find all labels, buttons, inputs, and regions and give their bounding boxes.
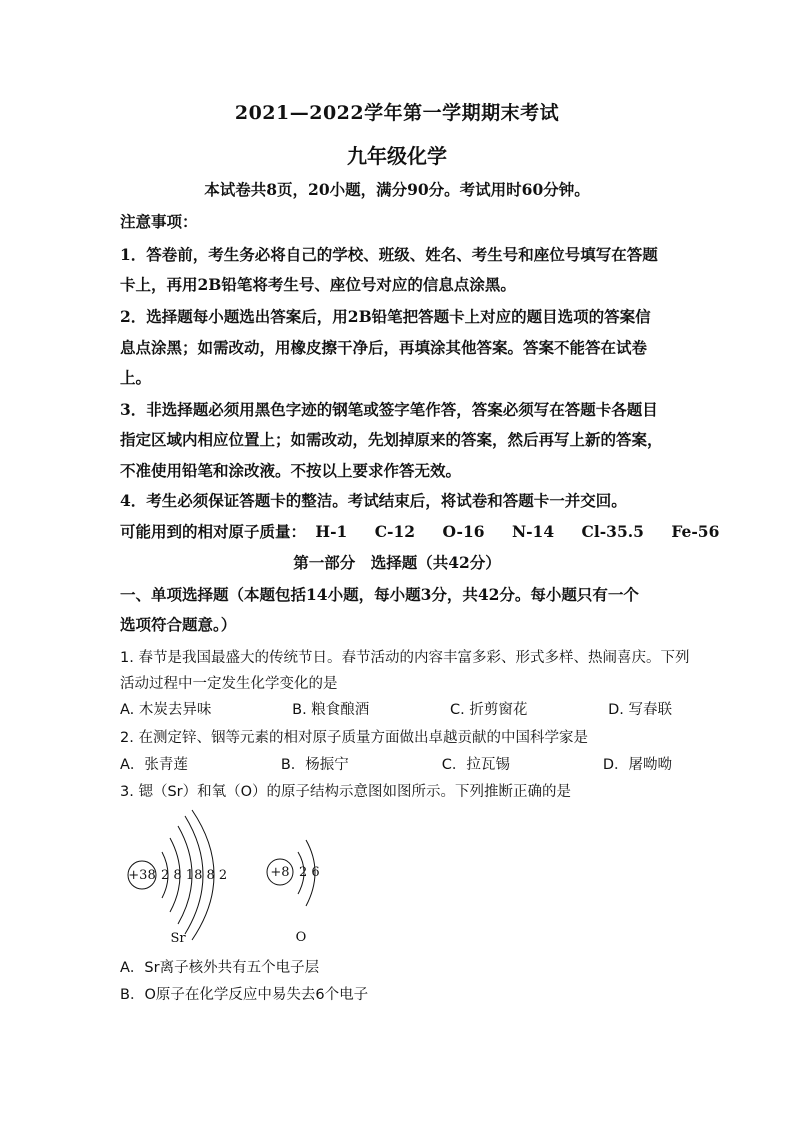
question-1-stem: 1. 春节是我国最盛大的传统节日。春节活动的内容丰富多彩、形式多样、热闹喜庆。下列	[120, 650, 690, 666]
atomic-mass-line	[120, 520, 741, 542]
atomic-mass-item: Cl-35.5	[581, 522, 644, 541]
notice-line: 不准使用铅笔和涂改液。不按以上要求作答无效。	[120, 461, 462, 480]
option-b[interactable]: B．杨振宁	[280, 757, 349, 773]
sr-electron-config: 2 8 18 8 2	[161, 868, 228, 883]
question-3-stem: 3. 锶（Sr）和氧（O）的原子结构示意图如图所示。下列推断正确的是	[120, 784, 572, 800]
sr-label: Sr	[170, 931, 186, 946]
atomic-mass-label: 可能用到的相对原子质量：	[120, 522, 307, 541]
section-instruction: 一、单项选择题（本题包括14小题，每小题3分，共42分。每小题只有一个	[120, 585, 639, 604]
sr-nucleus-charge: +38	[128, 868, 156, 883]
atomic-mass-item: C-12	[374, 522, 416, 541]
o-atom	[267, 840, 320, 945]
question-1-options	[120, 700, 672, 720]
atomic-mass-item: O-16	[442, 522, 485, 541]
atomic-mass-item: N-14	[511, 522, 555, 541]
notice-line: 1．答卷前，考生务必将自己的学校、班级、姓名、考生号和座位号填写在答题	[120, 245, 658, 264]
atomic-mass-item: H-1	[315, 522, 348, 541]
sr-atom	[128, 810, 227, 946]
question-1-stem: 活动过程中一定发生化学变化的是	[120, 676, 338, 692]
option-c[interactable]: C. 折剪窗花	[450, 702, 528, 718]
option-d[interactable]: D．屠呦呦	[602, 757, 672, 773]
atomic-mass-item: Fe-56	[671, 522, 720, 541]
atomic-structure-diagram	[118, 808, 338, 948]
question-3-option-a[interactable]: A．Sr离子核外共有五个电子层	[120, 960, 320, 976]
question-2-stem: 2. 在测定锌、铟等元素的相对原子质量方面做出卓越贡献的中国科学家是	[120, 730, 588, 746]
exam-info: 本试卷共8页，20小题，满分90分。考试用时60分钟。	[204, 180, 590, 199]
option-d[interactable]: D. 写春联	[608, 702, 672, 718]
question-2-options	[120, 755, 672, 775]
notice-heading: 注意事项：	[120, 212, 198, 231]
option-a[interactable]: A．张青莲	[120, 757, 188, 773]
exam-title: 2021—2022学年第一学期期末考试	[234, 102, 560, 124]
notice-line: 4．考生必须保证答题卡的整洁。考试结束后，将试卷和答题卡一并交回。	[120, 491, 627, 510]
exam-subtitle: 九年级化学	[347, 144, 447, 168]
o-electron-config: 2 6	[299, 865, 320, 880]
o-label: O	[295, 930, 307, 945]
option-b[interactable]: B. 粮食酿酒	[292, 702, 370, 718]
notice-line: 息点涂黑；如需改动，用橡皮擦干净后，再填涂其他答案。答案不能答在试卷	[120, 338, 648, 357]
notice-line: 指定区域内相应位置上；如需改动，先划掉原来的答案，然后再写上新的答案，	[120, 430, 663, 449]
section-instruction: 选项符合题意。）	[120, 615, 237, 634]
notice-line: 卡上，再用2B铅笔将考生号、座位号对应的信息点涂黑。	[120, 275, 516, 294]
o-nucleus-charge: +8	[270, 865, 290, 880]
section-title: 第一部分 选择题（共42分）	[293, 553, 501, 572]
notice-line: 上。	[120, 368, 152, 387]
option-a[interactable]: A. 木炭去异味	[120, 702, 212, 718]
option-c[interactable]: C．拉瓦锡	[441, 757, 510, 773]
notice-line: 2．选择题每小题选出答案后，用2B铅笔把答题卡上对应的题目选项的答案信	[120, 307, 651, 326]
question-3-option-b[interactable]: B．O原子在化学反应中易失去6个电子	[120, 987, 369, 1003]
notice-line: 3．非选择题必须用黑色字迹的钢笔或签字笔作答，答案必须写在答题卡各题目	[120, 400, 658, 419]
